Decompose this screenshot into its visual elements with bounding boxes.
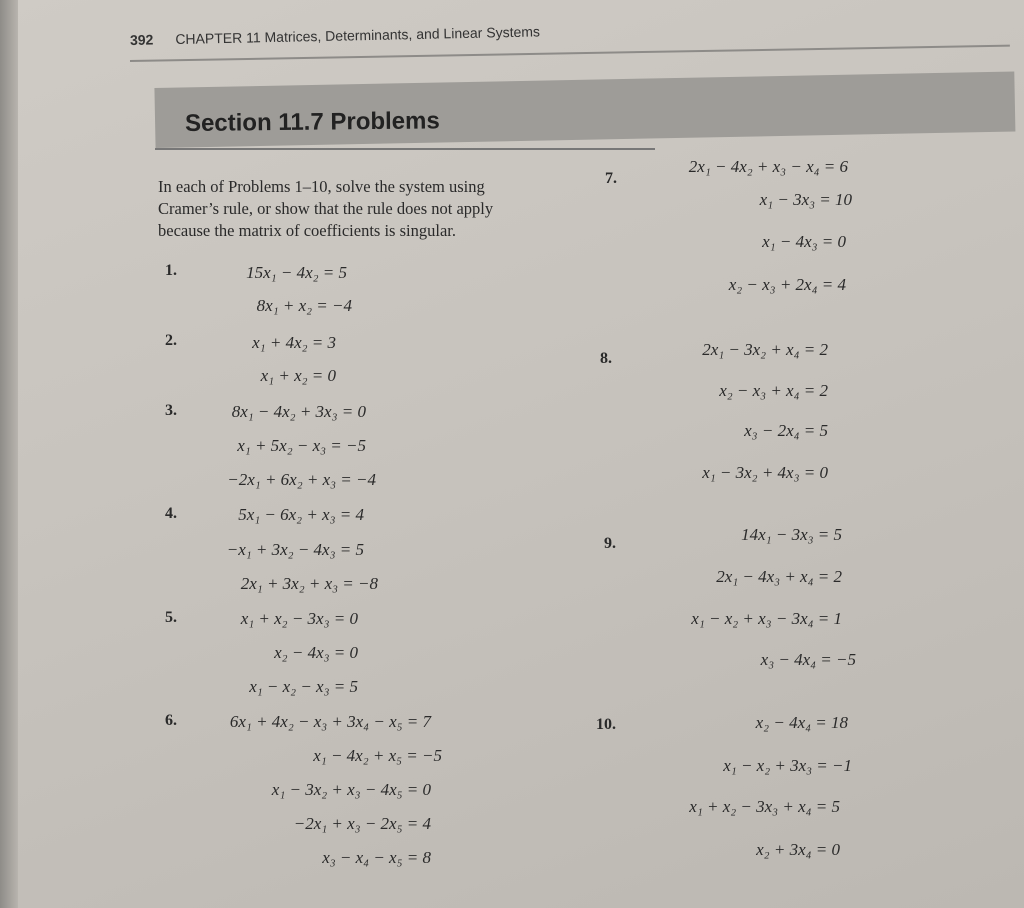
section-title-rule: [155, 148, 655, 150]
page-binding-edge: [0, 0, 18, 908]
section-title: Section 11.7 Problems: [184, 107, 440, 137]
textbook-page: 392 CHAPTER 11 Matrices, Determinants, and Linear Systems Section 11.7 Problems In each of Problems 1–10, solve the system using Cramer’s rule, or show that the rule does not apply because the matrix of coefficients is singular. 1. 15x₁ − 4x₂ = 5 8x₁ + x₂ = −4 2. x₁ + 4x₂ = 3 x₁ + x₂ = 0 3. 8x₁ − 4x₂ + 3x₃ = 0 x₁ + 5x₂ − x₃ = −5 −2x₁ + 6x₂ + x₃ = −4 4. 5x₁ − 6x₂ + x₃ = 4 −x₁ + 3x₂ − 4x₃ = 5 2x₁ + 3x₂ + x₃ = −8 5. x₁ + x₂ − 3x₃ = 0 x₂ − 4x₃ = 0 x₁ − x₂ − x₃ = 5 6. 6x₁ + 4x₂ − x₃ + 3x₄ − x₅ = 7 x₁ − 4x₂ + x₅ = −5 x₁ − 3x₂ + x₃ − 4x₅ = 0 −2x₁ + x₃ − 2x₅ = 4 x₃ − x₄ − x₅ = 8 7. 2x₁ − 4x₂ + x₃ − x₄ = 6 x₁ − 3x₃ = 10 x₁ − 4x₃ = 0 x₂ − x₃ + 2x₄ = 4 8. 2x₁ − 3x₂ + x₄ = 2 x₂ − x₃ + x₄ = 2 x₃ − 2x₄ = 5 x₁ − 3x₂ + 4x₃ = 0 9. 14x₁ − 3x₃ = 5 2x₁ − 4x₃ + x₄ = 2 x₁ − x₂ + x₃ − 3x₄ = 1 x₃ − 4x₄ = −5 10. x₂ − 4x₄ = 18 x₁ − x₂ + 3x₃ = −1 x₁ + x₂ − 3x₃ + x₄ = 5 x₂ + 3x₄ = 0: [0, 0, 1024, 908]
problem-10-number: 10.: [596, 716, 616, 733]
running-head: [130, 23, 540, 48]
problem-9-number: 9.: [604, 535, 616, 552]
problem-2-number: 2.: [165, 332, 177, 349]
problem-4-number: 4.: [165, 505, 177, 522]
problem-6-number: 6.: [165, 712, 177, 729]
problem-1-number: 1.: [165, 262, 177, 279]
instructions-line: In each of Problems 1–10, solve the system using: [158, 177, 485, 196]
problem-3-number: 3.: [165, 402, 177, 419]
problem-7-number: 7.: [605, 170, 617, 187]
problem-instructions: [158, 176, 573, 242]
instructions-line: because the matrix of coefficients is singular.: [158, 221, 456, 240]
instructions-line: Cramer’s rule, or show that the rule does not apply: [158, 199, 494, 218]
problem-8-number: 8.: [600, 350, 612, 367]
header-rule: [130, 45, 1010, 62]
chapter-title: CHAPTER 11 Matrices, Determinants, and Linear Systems: [175, 23, 541, 48]
problem-5-number: 5.: [165, 609, 177, 626]
page-number: 392: [129, 31, 154, 48]
